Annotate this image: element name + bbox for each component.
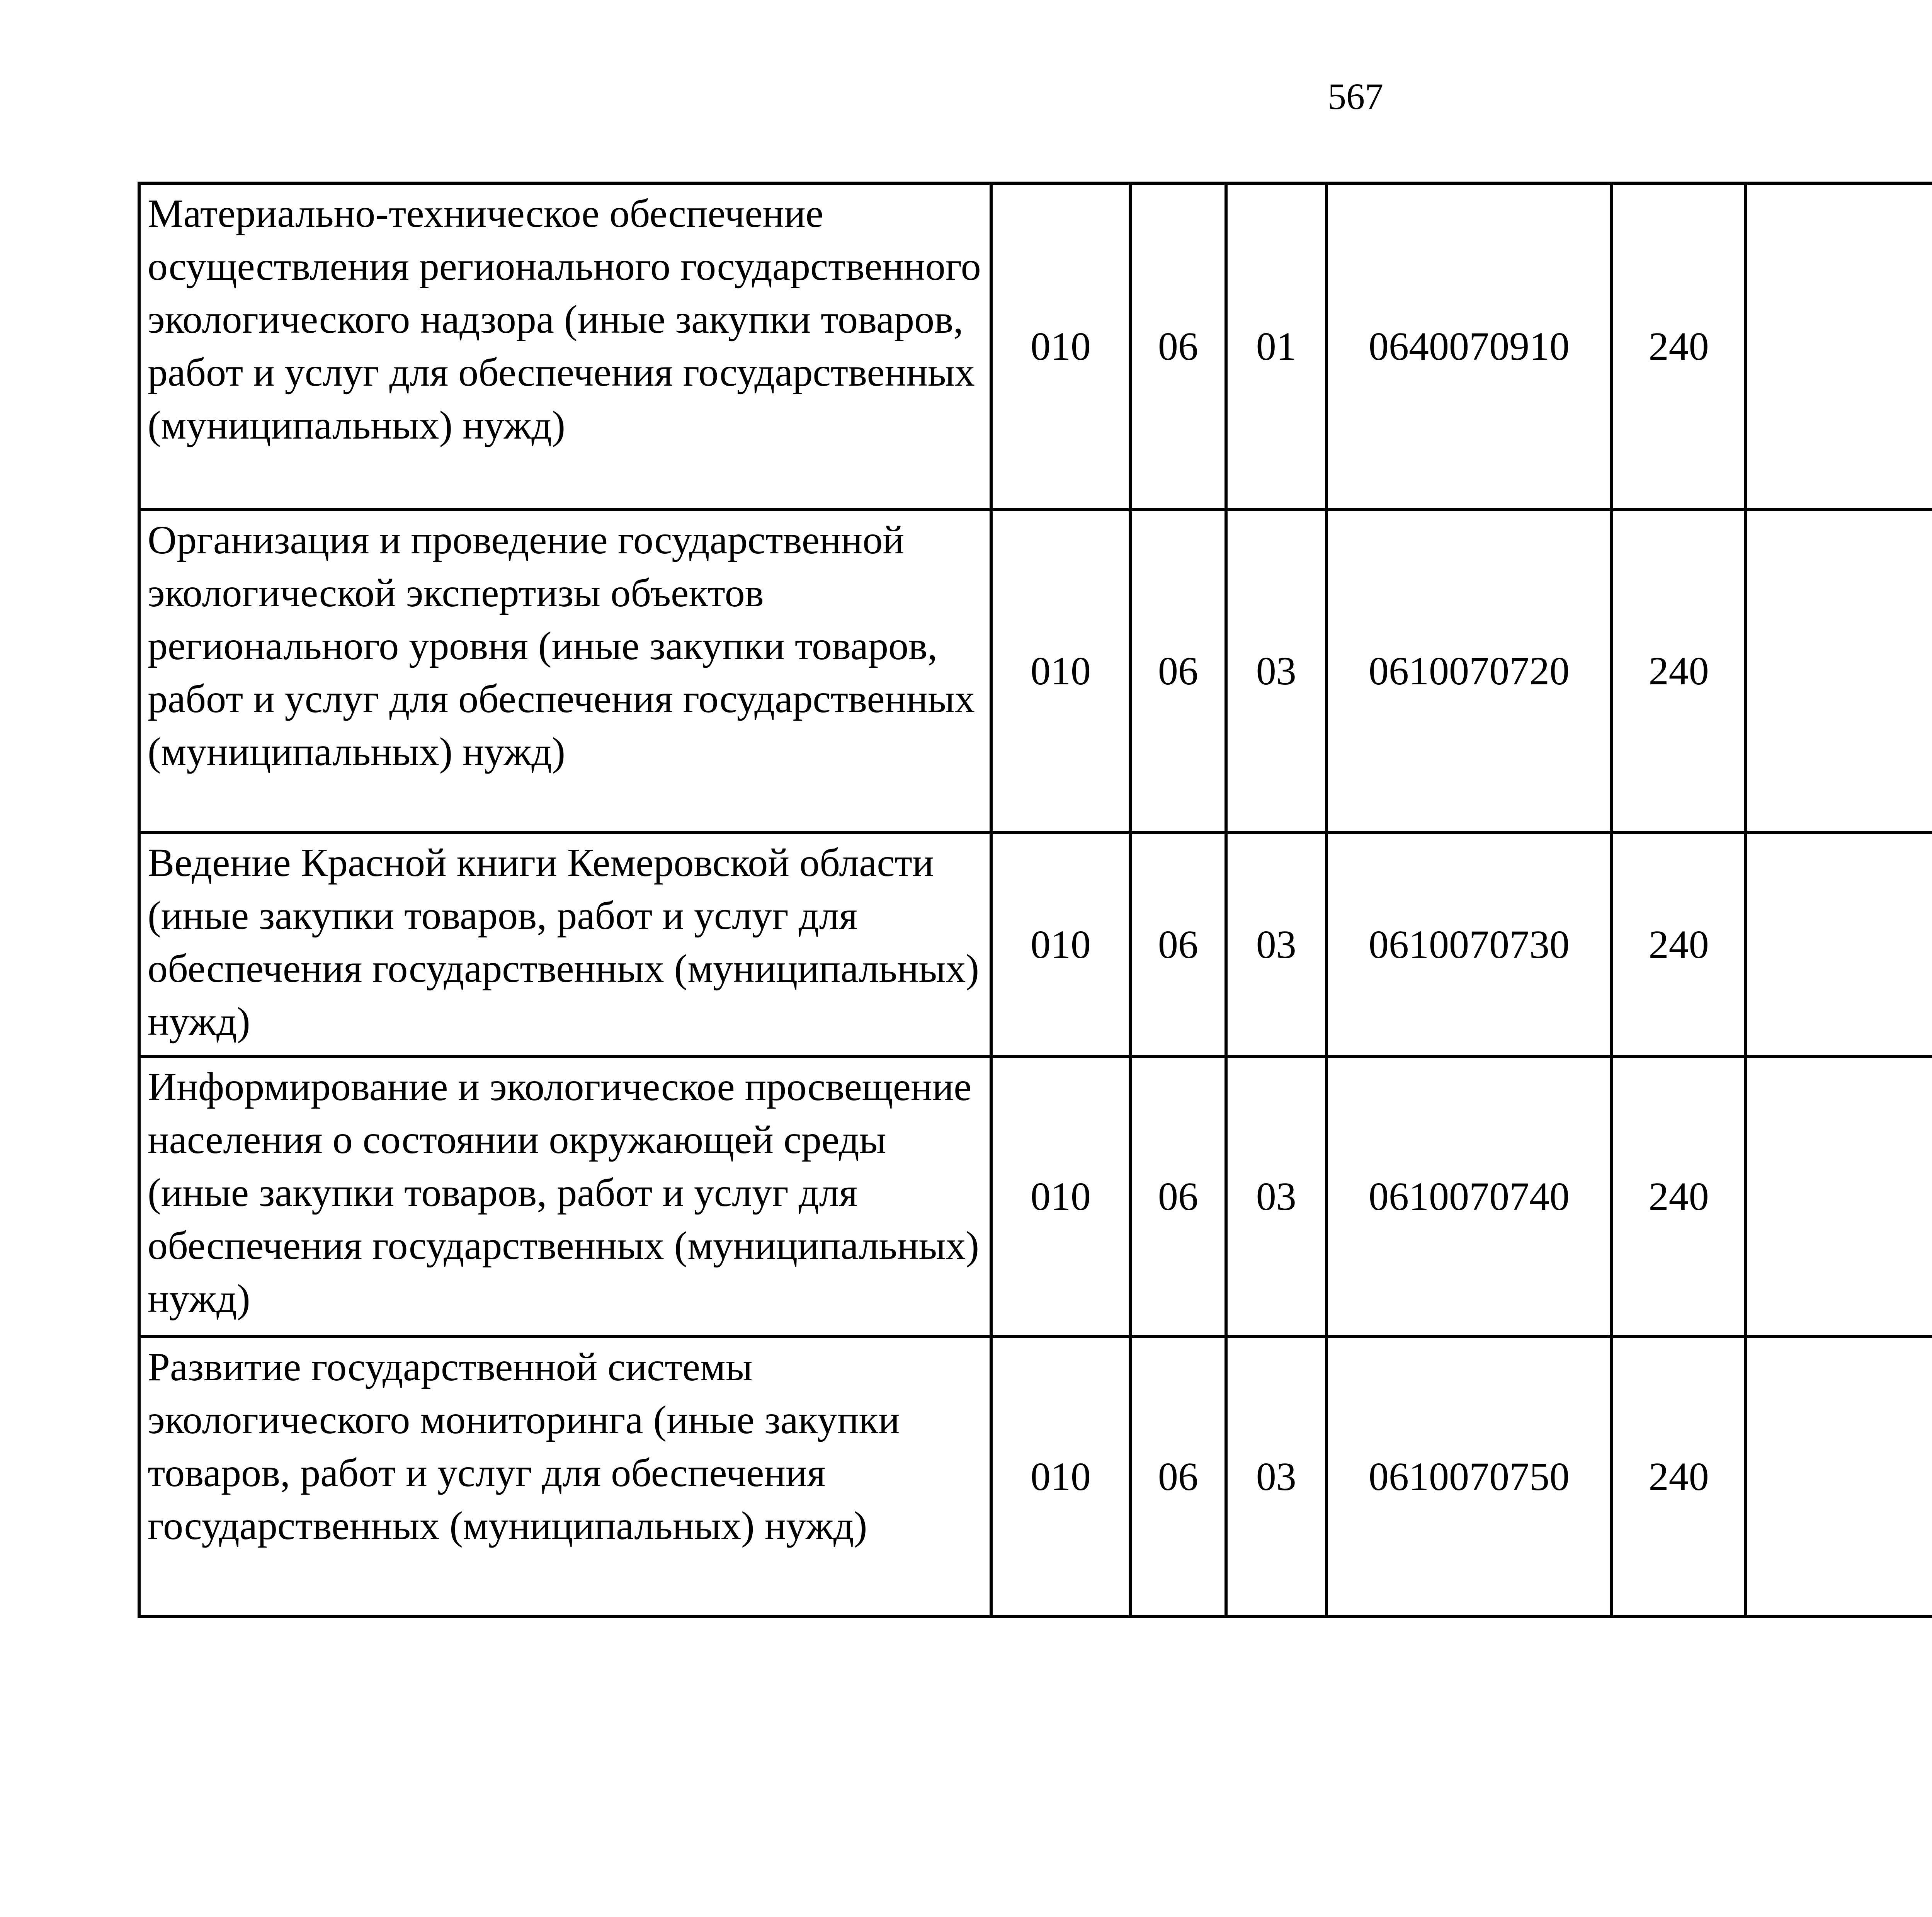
table-row [139,1337,1932,1617]
table-row [139,832,1932,1056]
expense-type-code: 240 [1612,1056,1746,1337]
section-code: 06 [1130,183,1226,510]
subsection-code: 03 [1226,510,1327,832]
amount-1 [1746,832,1932,1056]
row-description: Организация и проведение государственной экологической экспертизы объектов регионального уровня (иные закупки товаров, работ и услуг для обеспечения государственных (муниципальных) нужд) [139,510,991,832]
subsection-code: 03 [1226,1337,1327,1617]
budget-table [138,182,1932,1618]
row-description: Развитие государственной системы экологического мониторинга (иные закупки товаров, работ и услуг для обеспечения государственных (муниципальных) нужд) [139,1337,991,1617]
target-article-code: 0610070720 [1327,510,1612,832]
page-number: 567 [1328,76,1383,117]
section-code: 06 [1130,832,1226,1056]
amount-1 [1746,183,1932,510]
expense-type-code: 240 [1612,832,1746,1056]
amount-1 [1746,510,1932,832]
subsection-code: 01 [1226,183,1327,510]
expense-type-code: 240 [1612,510,1746,832]
row-description: Материально-техническое обеспечение осуществления регионального государственного экологического надзора (иные закупки товаров, работ и услуг для обеспечения государственных (муниципальных) нужд) [139,183,991,510]
section-code: 06 [1130,510,1226,832]
expense-type-code: 240 [1612,1337,1746,1617]
ministry-code: 010 [991,510,1130,832]
section-code: 06 [1130,1056,1226,1337]
target-article-code: 0610070730 [1327,832,1612,1056]
expense-type-code: 240 [1612,183,1746,510]
amount-1 [1746,1056,1932,1337]
table-row [139,183,1932,510]
ministry-code: 010 [991,183,1130,510]
amount-1 [1746,1337,1932,1617]
ministry-code: 010 [991,832,1130,1056]
section-code: 06 [1130,1337,1226,1617]
table-row [139,1056,1932,1337]
row-description: Ведение Красной книги Кемеровской области (иные закупки товаров, работ и услуг для обеспечения государственных (муниципальных) нужд) [139,832,991,1056]
target-article-code: 0640070910 [1327,183,1612,510]
subsection-code: 03 [1226,1056,1327,1337]
target-article-code: 0610070740 [1327,1056,1612,1337]
target-article-code: 0610070750 [1327,1337,1612,1617]
row-description: Информирование и экологическое просвещение населения о состоянии окружающей среды (иные закупки товаров, работ и услуг для обеспечения государственных (муниципальных) нужд) [139,1056,991,1337]
ministry-code: 010 [991,1337,1130,1617]
ministry-code: 010 [991,1056,1130,1337]
subsection-code: 03 [1226,832,1327,1056]
table-row [139,510,1932,832]
